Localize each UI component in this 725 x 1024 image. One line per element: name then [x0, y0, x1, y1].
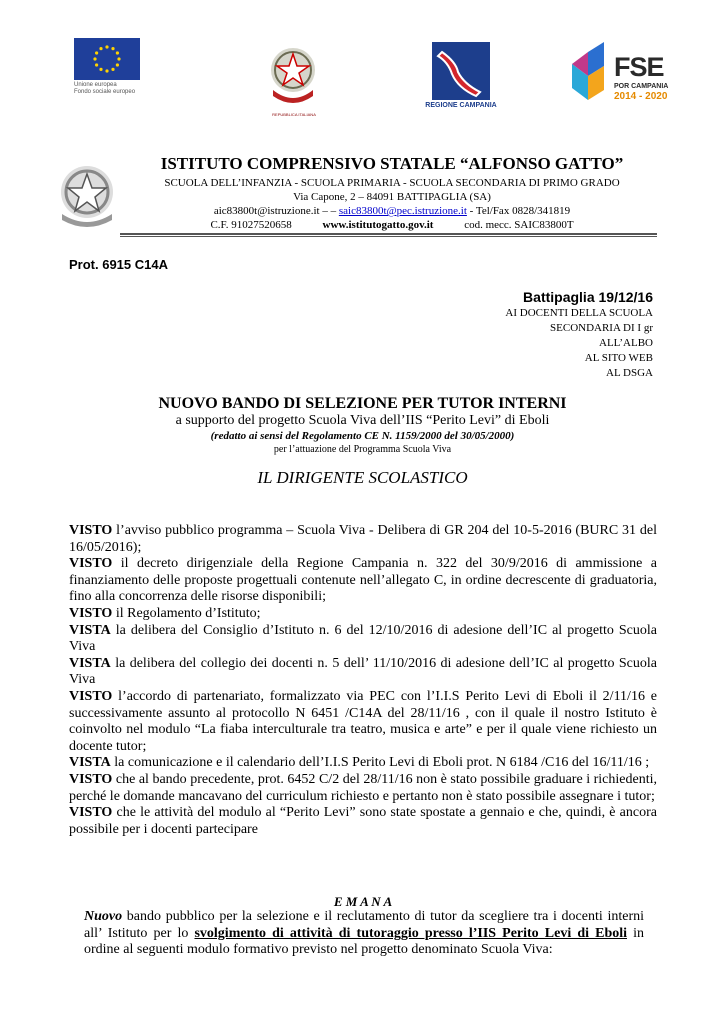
fiscal-code: C.F. 91027520658	[210, 219, 292, 231]
italian-republic-emblem	[268, 40, 318, 110]
visto-paragraph: VISTA la delibera del collegio dei docenti n. 5 dell’ 11/10/2016 di adesione dell’IC al progetto Scuola Viva	[69, 655, 657, 688]
nuovo-bando-paragraph: Nuovo bando pubblico per la selezione e il reclutamento di tutor da scegliere tra i docenti interni all’ Istituto per lo svolgimento di attività di tutoraggio presso l’IIS Perito Levi di Eboli in ordine al seguenti modulo formativo previsto nel progetto denominato Scuola Viva:	[84, 909, 645, 958]
emblem-banner-text: REPUBBLICA ITALIANA	[272, 112, 316, 117]
school-levels: SCUOLA DELL’INFANZIA - SCUOLA PRIMARIA - SCUOLA SECONDARIA DI PRIMO GRADO	[164, 177, 620, 189]
protocol-number: Prot. 6915 C14A	[69, 257, 168, 272]
visto-paragraph: VISTO che le attività del modulo al “Perito Levi” sono state spostate a gennaio e che, quindi, è ancora possibile per i docenti partecipare	[69, 805, 657, 837]
recipient: AL SITO WEB	[584, 352, 653, 364]
document-title: NUOVO BANDO DI SELEZIONE PER TUTOR INTERNI	[158, 395, 567, 412]
visto-paragraph: VISTO l’avviso pubblico programma – Scuola Viva - Delibera di GR 204 del 10-5-2016 (BURC 31 del 16/05/2016);	[69, 523, 657, 555]
visto-paragraph: VISTO che al bando precedente, prot. 6452 C/2 del 28/11/16 non è stato possibile graduare i richiedenti, perché le domande mancavano del curriculum richiesto e pertanto non è stato possibile assegnare i tutor;	[69, 771, 657, 804]
visto-paragraph: VISTO l’accordo di partenariato, formalizzato via PEC con l’I.I.S Perito Levi di Eboli il 2/11/16 e successivamente assunto al protocollo N 6451 /C14A del 28/11/16 , con il quale il nostro Istituto è coinvolto nel modulo “La fiaba interculturale tra teatro, musica e arte” e per il quale viene richiesto un docente tutor;	[69, 688, 657, 754]
visto-paragraph: VISTO il Regolamento d’Istituto;	[69, 605, 261, 621]
fse-title: FSE	[614, 52, 664, 82]
dirigente-heading: IL DIRIGENTE SCOLASTICO	[257, 468, 468, 487]
regione-campania-label: REGIONE CAMPANIA	[425, 102, 497, 109]
recipient: AI DOCENTI DELLA SCUOLA	[505, 307, 653, 319]
recipient: AL DSGA	[606, 367, 653, 379]
school-address: Via Capone, 2 – 84091 BATTIPAGLIA (SA)	[293, 191, 491, 203]
fiscal-line	[122, 218, 662, 232]
recipient: SECONDARIA DI I gr	[550, 322, 653, 334]
fse-years: 2014 - 2020	[614, 91, 668, 102]
visto-paragraph: VISTA la comunicazione e il calendario dell’I.I.S Perito Levi di Eboli prot. N 6184 /C16 del 16/11/16 ;	[69, 755, 650, 771]
document-subtitle: a supporto del progetto Scuola Viva dell’IIS “Perito Levi” di Eboli	[175, 413, 550, 428]
email: aic83800t@istruzione.it – –	[213, 205, 339, 217]
program-note: per l’attuazione del Programma Scuola Viva	[273, 444, 452, 455]
document-date: Battipaglia 19/12/16	[523, 289, 653, 305]
mecc-code: cod. mecc. SAIC83800T	[464, 219, 574, 231]
visto-list	[69, 523, 657, 838]
pec-link[interactable]: saic83800t@pec.istruzione.it	[338, 205, 467, 217]
regulation-note: (redatto ai sensi del Regolamento CE N. 1159/2000 del 30/05/2000)	[210, 430, 515, 442]
eu-flag-logo	[74, 38, 140, 80]
website-link[interactable]: www.istitutogatto.gov.it	[322, 219, 434, 231]
emana-heading: E M A N A	[333, 894, 393, 909]
header-divider	[120, 233, 657, 237]
phone: - Tel/Fax 0828/341819	[466, 205, 571, 217]
school-name: ISTITUTO COMPRENSIVO STATALE “ALFONSO GATTO”	[160, 154, 624, 173]
eu-caption: Unione europea Fondo sociale europeo	[74, 82, 136, 95]
visto-paragraph: VISTO il decreto dirigenziale della Regione Campania n. 322 del 30/9/2016 di ammissione a finanziamento delle proposte progettuali contenute nell’allegato C, in ordine decrescente di graduatoria, fino alla concorrenza delle risorse disponibili;	[69, 556, 657, 605]
visto-paragraph: VISTA la delibera del Consiglio d’Istituto n. 6 del 12/10/2016 di adesione dell’IC al progetto Scuola Viva	[69, 622, 657, 655]
fse-subtitle: POR CAMPANIA	[614, 83, 669, 90]
recipient: ALL’ALBO	[599, 337, 653, 349]
school-emblem	[56, 160, 118, 230]
contact-line	[122, 204, 662, 218]
